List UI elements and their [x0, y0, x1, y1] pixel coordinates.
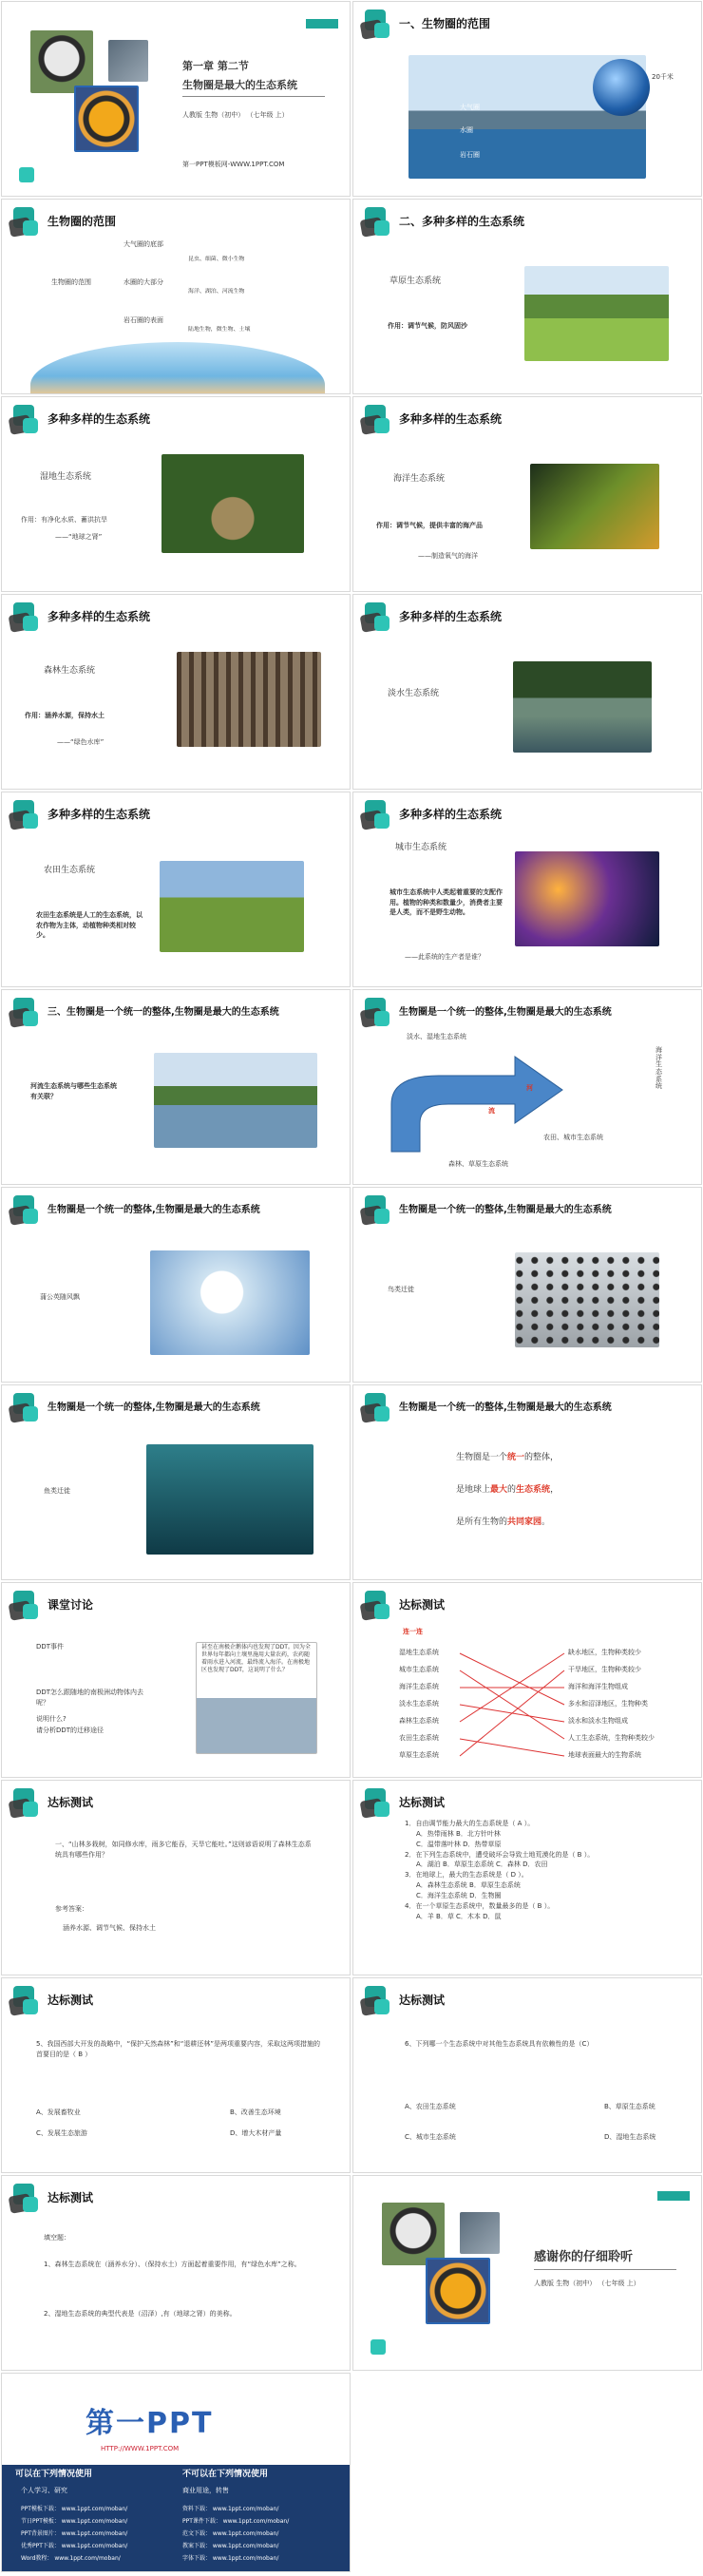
caption: 鱼类迁徙 — [44, 1487, 70, 1495]
slide-title: 多种多样的生态系统 — [399, 808, 503, 821]
desc-1: 昆虫、细菌、微小生物 — [188, 255, 245, 262]
footer-url[interactable]: HTTP://WWW.1PPT.COM — [101, 2445, 180, 2452]
slide-biosphere-range[interactable] — [352, 1, 702, 197]
city-photo — [515, 851, 659, 946]
teal-logo-icon — [10, 1393, 44, 1422]
match-right-item[interactable]: 干旱地区，生物种类较少 — [568, 1666, 641, 1673]
slide-forest[interactable] — [1, 594, 351, 790]
slide-discussion[interactable] — [1, 1582, 351, 1778]
slide-grassland[interactable] — [352, 199, 702, 394]
question-line: 4．在一个草原生态系统中，数量最多的是（ B ）。 — [405, 1901, 555, 1910]
match-lines — [353, 1583, 702, 1778]
photo-panda — [382, 2203, 445, 2265]
option-d[interactable]: D、增大木材产量 — [230, 2129, 282, 2137]
slide-title: 达标测试 — [48, 1994, 94, 2007]
slide-footer[interactable] — [1, 2373, 351, 2572]
footer-link[interactable]: 优秀PPT下载： www.1ppt.com/moban/ — [21, 2543, 128, 2549]
slide-title: 多种多样的生态系统 — [48, 412, 151, 426]
fill-2: 2、湿地生态系统的典型代表是（沼泽）,有（地球之肾）的美称。 — [44, 2310, 237, 2318]
dandelion-photo — [150, 1250, 310, 1355]
match-line — [460, 1739, 564, 1756]
question-list — [405, 1819, 690, 1921]
question-text: 一、“山林多栽树，如同修水库，雨多它能吞，天旱它能吐。”这则谚语说明了森林生态系统具有哪些作用？ — [55, 1841, 312, 1859]
ecosystem-name: 湿地生态系统 — [40, 472, 92, 482]
ecosystem-question: ——此系统的生产者是谁？ — [405, 953, 484, 961]
slide-title: 二、多种多样的生态系统 — [399, 215, 525, 228]
match-right-item[interactable]: 淡水和淡水生物组成 — [568, 1717, 628, 1725]
card-text: 甚至在南极企鹅体内也发现了DDT。因为全世界每年都向土壤里施用大量农药，农药随着雨水进入河流，最终流入海洋。在南极地区也发现了DDT，这说明了什么？ — [201, 1644, 311, 1674]
photo-wasp — [426, 2258, 490, 2324]
question-1: DDT怎么跟随地的南极洲动物体内去呢？ — [36, 1689, 144, 1707]
option-d[interactable]: D、湿地生态系统 — [604, 2133, 656, 2141]
slide-title: 生物圈是一个统一的整体,生物圈是最大的生态系统 — [399, 1205, 612, 1215]
footer-link[interactable]: 范文下载： www.1ppt.com/moban/ — [182, 2530, 279, 2537]
slide-test-3[interactable] — [1, 1977, 351, 2173]
label-ocean: 海洋生态系统 — [656, 1046, 662, 1091]
question-3: 请分析DDT的迁移途径 — [36, 1727, 104, 1734]
slide-summary[interactable] — [352, 1384, 702, 1580]
slide-city[interactable] — [352, 792, 702, 987]
match-right-item[interactable]: 多水和沼泽地区，生物种类 — [568, 1700, 648, 1708]
option-a[interactable]: A、发展畜牧业 — [36, 2109, 81, 2116]
teal-logo-icon — [361, 1195, 395, 1224]
slide-wetland[interactable] — [1, 396, 351, 592]
match-line — [460, 1670, 564, 1756]
footer-link[interactable]: 教案下载： www.1ppt.com/moban/ — [182, 2543, 279, 2549]
question-text: 6、下列哪一个生态系统中对其他生态系统具有依赖性的是（C） — [405, 2040, 594, 2048]
slide-fish-migration[interactable] — [1, 1384, 351, 1580]
teal-logo-icon — [10, 2184, 44, 2212]
slide-title: 生物圈是一个统一的整体,生物圈是最大的生态系统 — [399, 1007, 612, 1018]
ecosystem-tag: ——制造氧气的海洋 — [418, 552, 478, 560]
teal-logo-icon — [361, 1788, 395, 1817]
river-photo — [154, 1053, 317, 1148]
thanks-meta: 人教版 生物（初中） （七年级 上） — [534, 2280, 640, 2287]
deco-bar — [657, 2191, 690, 2201]
slide-farmland[interactable] — [1, 792, 351, 987]
footer-denied: 不可以在下列情况使用 — [182, 2470, 269, 2479]
ecosystem-role: 城市生态系统中人类起着重要的支配作用。植物的种类和数量少，消费者主要是人类，而不是野生动物。 — [390, 888, 503, 916]
question-line: 2．在下列生态系统中，遭受破坏会导致土地荒漠化的是（ B ）。 — [405, 1850, 595, 1859]
match-right-item[interactable]: 缺水地区，生物种类较少 — [568, 1649, 641, 1656]
match-left-item[interactable]: 森林生态系统 — [399, 1717, 439, 1725]
option-b[interactable]: B、草原生态系统 — [604, 2103, 656, 2110]
label-farmland-city: 农田、城市生态系统 — [543, 1134, 603, 1141]
footer-allowed-1: 个人学习、研究 — [21, 2487, 67, 2494]
teal-logo-icon — [10, 1591, 44, 1619]
slide-range-tree[interactable] — [1, 199, 351, 394]
teal-logo-icon — [10, 1788, 44, 1817]
ecosystem-name: 城市生态系统 — [395, 843, 447, 852]
desc-2: 海洋、湖泊、河流生物 — [188, 287, 245, 295]
option-c[interactable]: C、发展生态旅游 — [36, 2129, 87, 2137]
footer-allowed: 可以在下列情况使用 — [15, 2470, 93, 2479]
match-line — [460, 1653, 564, 1705]
slide-title: 达标测试 — [48, 1796, 94, 1809]
slide-title: 三、生物圈是一个统一的整体,生物圈是最大的生态系统 — [48, 1007, 279, 1018]
desc-3: 陆地生物，微生物、土壤 — [188, 325, 251, 333]
forest-photo — [177, 652, 321, 747]
footer-logo: 第一PPT — [86, 2407, 214, 2440]
cover-title: 第一章 第二节 — [182, 60, 249, 72]
footer-link[interactable]: 资料下载： www.1ppt.com/moban/ — [182, 2506, 279, 2512]
slide-test-4[interactable] — [352, 1977, 702, 2173]
slide-freshwater[interactable] — [352, 594, 702, 790]
teal-logo-icon — [361, 10, 395, 38]
grassland-photo — [524, 266, 669, 361]
slide-title: 生物圈的范围 — [48, 215, 117, 228]
slide-title: 多种多样的生态系统 — [399, 610, 503, 623]
flow-arrow-icon — [382, 1047, 610, 1161]
ddt-tag: DDT事件 — [36, 1643, 65, 1651]
answer-label: 参考答案： — [55, 1905, 88, 1913]
label-distance: 20千米 — [652, 73, 674, 81]
teal-logo-icon — [10, 1195, 44, 1224]
photo-owl — [460, 2212, 500, 2254]
question-line: C．海洋生态系统 D．生物圈 — [416, 1891, 502, 1899]
slide-title: 达标测试 — [48, 2191, 94, 2204]
slide-bird-migration[interactable] — [352, 1187, 702, 1383]
footer-link[interactable]: 字体下载： www.1ppt.com/moban/ — [182, 2555, 279, 2562]
option-c[interactable]: C、城市生态系统 — [405, 2133, 456, 2141]
slide-title: 生物圈是一个统一的整体,生物圈是最大的生态系统 — [399, 1402, 612, 1413]
slide-title: 多种多样的生态系统 — [399, 412, 503, 426]
ecosystem-role: 作用：有净化水质、蓄洪抗旱 — [21, 516, 107, 524]
match-right-item[interactable]: 海洋和海洋生物组成 — [568, 1683, 628, 1690]
ecosystem-role: 作用：涵养水源，保持水土 — [25, 712, 104, 719]
slide-title: 课堂讨论 — [48, 1598, 94, 1612]
question-text: 河流生态系统与哪些生态系统有关联？ — [30, 1082, 117, 1100]
footer-link[interactable]: Word教程： www.1ppt.com/moban/ — [21, 2555, 121, 2562]
question-2: 说明什么? — [36, 1715, 66, 1723]
teal-logo-icon — [361, 207, 395, 236]
slide-title: 达标测试 — [399, 1598, 446, 1612]
ecosystem-name: 草原生态系统 — [390, 277, 442, 286]
match-label: 连一连 — [403, 1628, 423, 1635]
question-line: A．湖泊 B．草原生态系统 C．森林 D．农田 — [416, 1860, 548, 1869]
label-liu: 流 — [488, 1107, 495, 1115]
match-left-item[interactable]: 海洋生态系统 — [399, 1683, 439, 1690]
caption: 蒲公英随风飘 — [40, 1293, 80, 1301]
footer-link[interactable]: 节日PPT模板： www.1ppt.com/moban/ — [21, 2518, 128, 2525]
match-left-item[interactable]: 农田生态系统 — [399, 1734, 439, 1742]
birds-photo — [515, 1252, 659, 1347]
earth-image — [593, 59, 650, 116]
tree-center: 生物圈的范围 — [51, 278, 91, 286]
question-line: A．羊 B．草 C．木本 D．鼠 — [416, 1912, 502, 1920]
label-forest-grass: 森林、草原生态系统 — [448, 1160, 508, 1168]
summary-line-3: 是所有生物的共同家园。 — [456, 1517, 551, 1527]
teal-logo-icon — [10, 405, 44, 433]
option-b[interactable]: B、改善生态环境 — [230, 2109, 281, 2116]
label-wetland: 淡水、湿地生态系统 — [407, 1033, 466, 1040]
photo-owl — [108, 40, 148, 82]
ecosystem-role: 作用：调节气候，防风固沙 — [388, 322, 467, 330]
match-left-item[interactable]: 城市生态系统 — [399, 1666, 439, 1673]
match-left-item[interactable]: 草原生态系统 — [399, 1751, 439, 1759]
cover-subtitle: 生物圈是最大的生态系统 — [182, 79, 297, 91]
slide-title: 多种多样的生态系统 — [48, 610, 151, 623]
ecosystem-name: 海洋生态系统 — [393, 474, 446, 484]
teal-logo-icon — [361, 405, 395, 433]
teal-logo-icon — [361, 1986, 395, 2014]
teal-logo-icon — [10, 207, 44, 236]
teal-logo-icon — [10, 998, 44, 1026]
slide-test-2[interactable] — [352, 1780, 702, 1975]
slide-title: 一、生物圈的范围 — [399, 17, 491, 30]
thanks-underline — [534, 2269, 676, 2270]
photo-wasp — [74, 86, 139, 152]
question-line: 1．自由调节能力最大的生态系统是（ A ）。 — [405, 1820, 535, 1827]
teal-logo-icon — [10, 800, 44, 829]
cover-underline — [182, 96, 325, 97]
slide-title: 多种多样的生态系统 — [48, 808, 151, 821]
slide-test-5[interactable] — [1, 2175, 351, 2371]
slide-thanks[interactable] — [352, 2175, 702, 2371]
slide-dandelion[interactable] — [1, 1187, 351, 1383]
farmland-photo — [160, 861, 304, 952]
arc-illustration — [30, 342, 325, 394]
ocean-photo — [530, 464, 659, 549]
ecosystem-tag: ——“绿色水库” — [57, 738, 104, 746]
deco-square — [19, 167, 34, 182]
slide-title: 生物圈是一个统一的整体,生物圈是最大的生态系统 — [48, 1205, 260, 1215]
answer-text: 涵养水源、调节气候、保持水土 — [63, 1924, 156, 1932]
deco-square — [370, 2339, 386, 2355]
match-left-item[interactable]: 淡水生态系统 — [399, 1700, 439, 1708]
slide-title: 达标测试 — [399, 1796, 446, 1809]
label-he: 河 — [526, 1084, 533, 1092]
cover-meta: 人教版 生物（初中） （七年级 上） — [182, 111, 289, 119]
slide-title: 生物圈是一个统一的整体,生物圈是最大的生态系统 — [48, 1402, 260, 1413]
slide-unity-question[interactable] — [1, 989, 351, 1185]
freshwater-photo — [513, 661, 652, 753]
slide-cover[interactable] — [1, 1, 351, 197]
label-atmosphere: 大气圈 — [460, 104, 480, 111]
branch-1: 大气圈的底部 — [124, 240, 163, 248]
question-line: A．热带雨林 B．北方针叶林 — [416, 1829, 501, 1838]
option-a[interactable]: A、农田生态系统 — [405, 2103, 456, 2110]
teal-logo-icon — [361, 800, 395, 829]
fill-1: 1、森林生态系统在（涵养水分）、（保持水土）方面起着重要作用，有“绿色水库”之称。 — [44, 2261, 301, 2268]
slide-title: 达标测试 — [399, 1994, 446, 2007]
wetland-photo — [162, 454, 304, 553]
question-line: A．森林生态系统 B．草原生态系统 — [416, 1881, 521, 1890]
branch-3: 岩石圈的表面 — [124, 316, 163, 324]
teal-logo-icon — [10, 1986, 44, 2014]
question-line: C．温带落叶林 D．热带草原 — [416, 1840, 502, 1848]
slide-ocean[interactable] — [352, 396, 702, 592]
branch-2: 水圈的大部分 — [124, 278, 163, 286]
teal-logo-icon — [361, 998, 395, 1026]
ecosystem-name: 森林生态系统 — [44, 666, 96, 676]
ecosystem-role: 农田生态系统是人工的生态系统，以农作物为主体，动植物种类相对较少。 — [36, 911, 142, 939]
slide-matching[interactable] — [352, 1582, 702, 1778]
match-right-item[interactable]: 人工生态系统，生物种类较少 — [568, 1734, 655, 1742]
fish-photo — [146, 1444, 314, 1555]
fill-intro: 填空题： — [44, 2234, 70, 2242]
label-lithosphere: 岩石圈 — [460, 151, 480, 159]
summary-line-2: 是地球上最大的生态系统， — [456, 1485, 560, 1495]
footer-denied-1: 商业用途，转售 — [182, 2487, 229, 2494]
cover-site: 第一PPT模板网-WWW.1PPT.COM — [182, 161, 285, 168]
question-text: 5、我国西部大开发的战略中，“保护天然森林”和“退耕还林”是两项重要内容，采取这两项措施的首要目的是（ B ） — [36, 2040, 320, 2058]
summary-line-1: 生物圈是一个统一的整体， — [456, 1453, 560, 1462]
ecosystem-tag: ——“地球之肾” — [55, 533, 103, 541]
slide-test-1[interactable] — [1, 1780, 351, 1975]
footer-link[interactable]: PPT课件下载： www.1ppt.com/moban/ — [182, 2518, 290, 2525]
ecosystem-name: 淡水生态系统 — [388, 689, 440, 698]
teal-logo-icon — [361, 1393, 395, 1422]
footer-link[interactable]: PPT背景图片： www.1ppt.com/moban/ — [21, 2530, 128, 2537]
ecosystem-role: 作用：调节气候，提供丰富的海产品 — [376, 522, 483, 529]
match-line — [460, 1670, 564, 1739]
question-line: 3．在地球上，最大的生态系统是（ D ）。 — [405, 1871, 528, 1880]
match-right-item[interactable]: 地球表面最大的生物系统 — [568, 1751, 641, 1759]
caption: 鸟类迁徙 — [388, 1286, 414, 1293]
ecosystem-name: 农田生态系统 — [44, 866, 96, 875]
photo-panda — [30, 30, 93, 93]
footer-link[interactable]: PPT模板下载： www.1ppt.com/moban/ — [21, 2506, 128, 2512]
match-left-item[interactable]: 湿地生态系统 — [399, 1649, 439, 1656]
deco-bar — [306, 19, 338, 29]
thanks-text: 感谢你的仔细聆听 — [534, 2250, 634, 2264]
teal-logo-icon — [10, 602, 44, 631]
label-hydrosphere: 水圈 — [460, 126, 473, 134]
teal-logo-icon — [361, 602, 395, 631]
slide-river-flow[interactable] — [352, 989, 702, 1185]
